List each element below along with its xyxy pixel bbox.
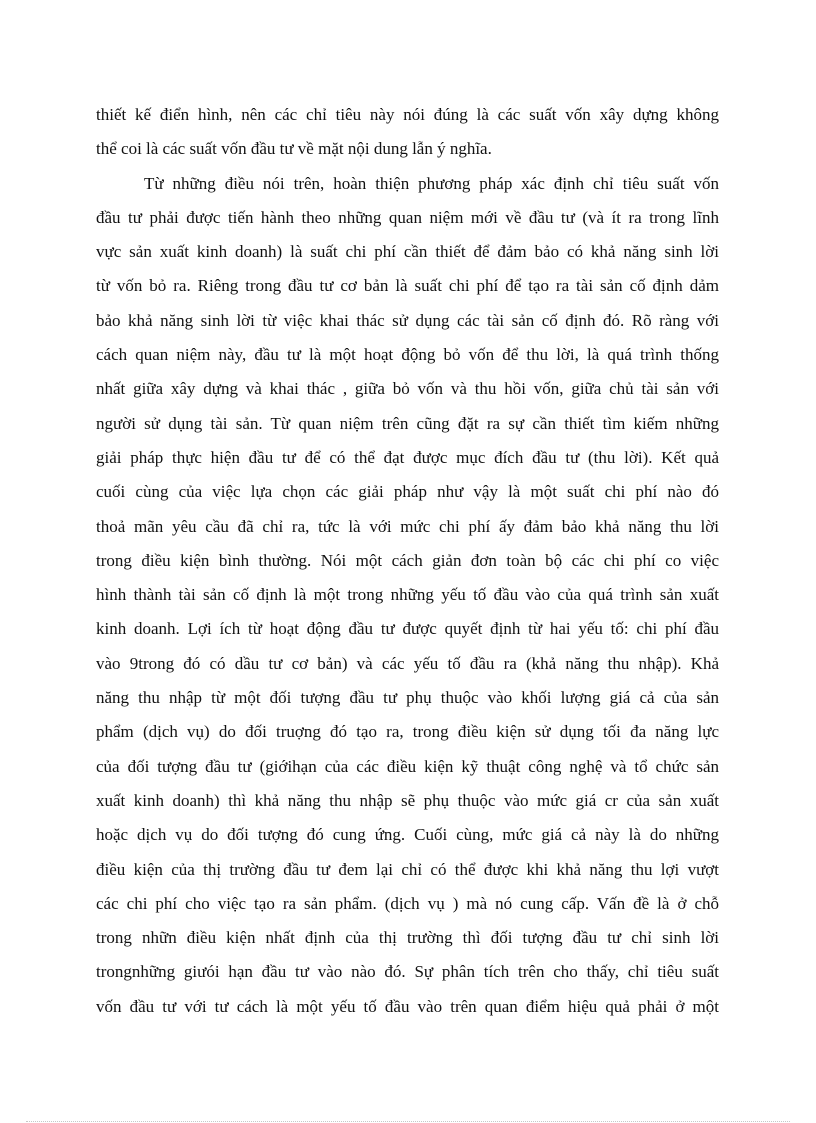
body-text xyxy=(96,98,719,1024)
text-line: bảo khả năng sinh lời từ việc khai thác sử dụng các tài sản cố định đó. Rõ ràng với xyxy=(96,310,719,330)
text-line: năng thu nhập từ một đối tượng đầu tư phụ thuộc vào khối lượng giá cả của sản xyxy=(96,688,719,708)
text-line: trongnhững giưói hạn đầu tư vào nào đó. Sự phân tích trên cho thấy, chỉ tiêu suất xyxy=(96,962,719,982)
text-line: thiết kế điển hình, nên các chỉ tiêu này nói đúng là các suất vốn xây dựng không xyxy=(96,105,719,124)
text-line: vào 9trong đó có dầu tư cơ bản) và các yếu tố đầu ra (khả năng thu nhập). Khả xyxy=(96,653,719,673)
text-line: vực sản xuất kinh doanh) là suất chi phí cần thiết để đảm bảo có khả năng sinh lời xyxy=(96,242,719,262)
text-line: kinh doanh. Lợi ích từ hoạt động đầu tư được quyết định từ hai yếu tố: chi phí đầu xyxy=(96,619,719,639)
text-line: điều kiện của thị trường đầu tư đem lại chỉ có thể được khi khả năng thu lợi vượt xyxy=(96,859,719,879)
text-line: vốn đầu tư với tư cách là một yếu tố đầu vào trên quan điểm hiệu quả phải ở một xyxy=(96,996,719,1016)
text-line: phẩm (dịch vụ) do đối truợng đó tạo ra, trong điều kiện sử dụng tối đa năng lực xyxy=(96,722,719,742)
text-line: hoặc dịch vụ do đối tượng đó cung ứng. Cuối cùng, mức giá cả này là do những xyxy=(96,825,719,845)
text-line: xuất kinh doanh) thì khả năng thu nhập sẽ phụ thuộc vào mức giá cr của sản xuất xyxy=(96,790,719,810)
text-line: của đối tượng đầu tư (giớihạn của các điều kiện kỹ thuật công nghệ và tổ chức sản xyxy=(96,756,719,776)
text-line: đầu tư phải được tiến hành theo những quan niệm mới về đầu tư (và ít ra trong lĩnh xyxy=(96,207,719,227)
text-line: trong nhữn điều kiện nhất định của thị trường thì đối tượng đầu tư chỉ sinh lời xyxy=(96,928,719,948)
text-line: hình thành tài sản cố định là một trong những yếu tố đầu vào của quá trình sản xuất xyxy=(96,585,719,605)
text-line: cuối cùng của việc lựa chọn các giải pháp như vậy là một suất chi phí nào đó xyxy=(96,482,719,502)
text-line: các chi phí cho việc tạo ra sản phẩm. (dịch vụ ) mà nó cung cấp. Vấn đề là ở chỗ xyxy=(96,893,719,913)
page-bottom-divider xyxy=(26,1121,790,1122)
text-line: trong điều kiện bình thường. Nói một cách giản đơn toàn bộ các chi phí co việc xyxy=(96,550,719,570)
text-line: từ vốn bỏ ra. Riêng trong đầu tư cơ bản là suất chi phí để tạo ra tài sản cố định dảm xyxy=(96,276,719,296)
text-line: giải pháp thực hiện đầu tư để có thể đạt được mục đích đầu tư (thu lời). Kết quả xyxy=(96,447,719,467)
text-line: cách quan niệm này, đầu tư là một hoạt động bỏ vốn để thu lời, là quá trình thống xyxy=(96,345,719,365)
text-line: người sử dụng tài sản. Từ quan niệm trên cũng đặt ra sự cần thiết tìm kiếm những xyxy=(96,413,719,433)
text-line: nhất giữa xây dựng và khai thác , giữa bỏ vốn và thu hồi vốn, giữa chủ tài sản với xyxy=(96,379,719,399)
text-line: Từ những điều nói trên, hoàn thiện phương pháp xác định chỉ tiêu suất vốn xyxy=(144,173,719,193)
text-line: thoả mãn yêu cầu đã chỉ ra, tức là với mức chi phí ấy đảm bảo khả năng thu lời xyxy=(96,516,719,536)
text-line: thể coi là các suất vốn đầu tư về mặt nội dung lẫn ý nghĩa. xyxy=(96,139,492,159)
